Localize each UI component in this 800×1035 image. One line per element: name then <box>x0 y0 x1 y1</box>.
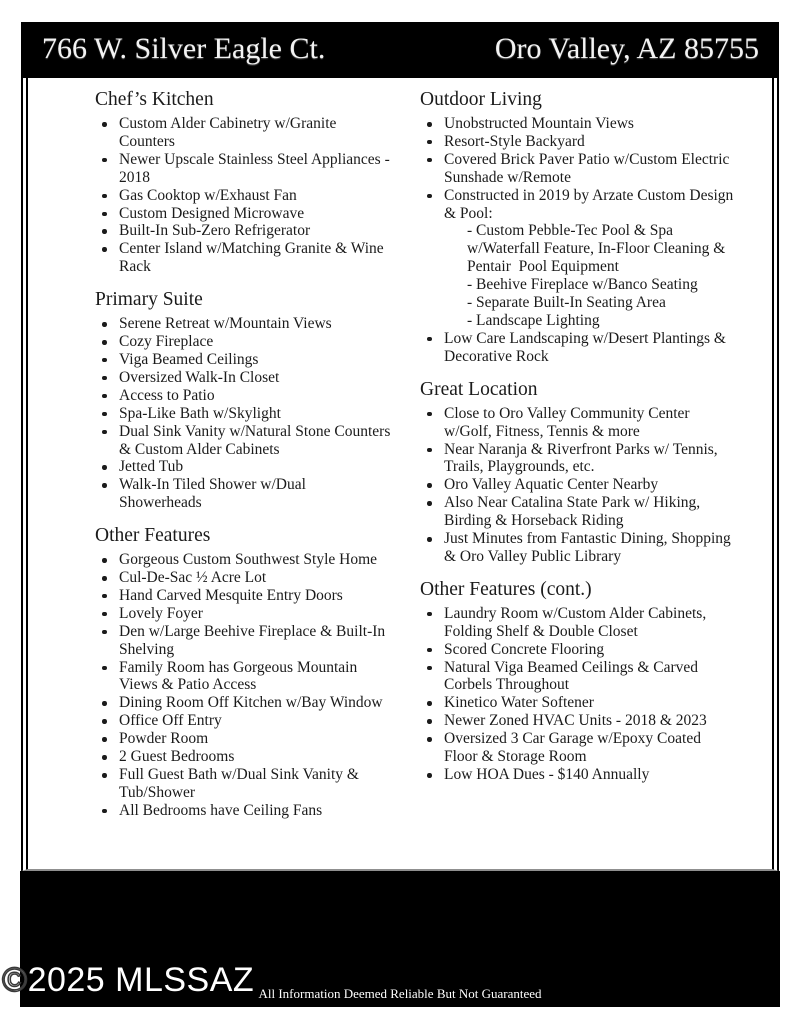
feature-item <box>95 405 391 423</box>
feature-item <box>420 441 736 477</box>
feature-item-text: Scored Concrete Flooring <box>444 640 605 658</box>
feature-item <box>95 115 391 151</box>
feature-item-text: Unobstructed Mountain Views <box>444 115 634 132</box>
sub-feature-item: - Separate Built-In Seating Area <box>467 294 666 312</box>
feature-item <box>95 205 391 223</box>
feature-item <box>95 369 391 387</box>
feature-list <box>420 605 736 784</box>
sub-feature-item: - Custom Pebble-Tec Pool & Spa w/Waterfall Feature, In-Floor Cleaning & Pentair Pool Equipment <box>467 222 730 276</box>
feature-item-text: Viga Beamed Ceilings <box>119 350 259 368</box>
feature-item <box>95 187 391 205</box>
feature-item <box>95 476 391 512</box>
feature-item <box>420 766 736 784</box>
feature-item-text: Oro Valley Aquatic Center Nearby <box>444 476 659 494</box>
feature-item <box>420 530 736 566</box>
copyright-label: 2025 MLSSAZ <box>27 961 255 999</box>
feature-item-text: Resort-Style Backyard <box>444 132 585 150</box>
feature-item-text: Lovely Foyer <box>119 604 203 622</box>
feature-item <box>95 222 391 240</box>
feature-item <box>95 694 391 712</box>
feature-item-text: Full Guest Bath w/Dual Sink Vanity & Tub/Shower <box>119 766 363 801</box>
feature-item <box>95 802 391 820</box>
feature-section <box>95 88 394 276</box>
feature-item-text: Hand Carved Mesquite Entry Doors <box>119 586 343 604</box>
feature-item-text: Walk-In Tiled Shower w/Dual Showerheads <box>119 476 310 512</box>
feature-item-text: Custom Alder Cabinetry w/Granite Counters <box>119 115 341 150</box>
feature-item <box>420 605 736 641</box>
feature-item <box>420 330 736 366</box>
feature-item <box>420 712 736 730</box>
feature-item-text: Near Naranja & Riverfront Parks w/ Tennis, Trails, Playgrounds, etc. <box>444 440 722 476</box>
sub-feature-item: - Landscape Lighting <box>467 311 600 329</box>
feature-item-text: Cozy Fireplace <box>119 333 214 351</box>
feature-item-text: Powder Room <box>119 730 209 748</box>
feature-item-text: Gas Cooktop w/Exhaust Fan <box>119 186 297 204</box>
feature-item-text: Dining Room Off Kitchen w/Bay Window <box>119 694 383 712</box>
feature-section <box>420 88 736 366</box>
feature-item-text: Also Near Catalina State Park w/ Hiking, Birding & Horseback Riding <box>444 494 705 530</box>
right-column <box>420 88 736 796</box>
feature-item-text: 2 Guest Bedrooms <box>119 748 235 766</box>
feature-item <box>420 476 736 494</box>
section-title: Great Location <box>420 378 538 400</box>
header-bar <box>21 22 779 78</box>
feature-item <box>420 641 736 659</box>
feature-item <box>95 458 391 476</box>
feature-item <box>95 748 391 766</box>
feature-item-text: Constructed in 2019 by Arzate Custom Design & Pool: <box>444 186 738 222</box>
feature-section <box>95 288 395 512</box>
feature-item-text: Custom Designed Microwave <box>119 204 305 222</box>
feature-item <box>420 659 736 695</box>
feature-item-text: Oversized Walk-In Closet <box>119 368 280 386</box>
feature-item-text: Low HOA Dues - $140 Annually <box>444 766 650 783</box>
feature-item <box>420 730 736 766</box>
header-city-state-zip: Oro Valley, AZ 85755 <box>494 32 759 65</box>
feature-item-text: Den w/Large Beehive Fireplace & Built-In Shelving <box>119 622 390 658</box>
feature-item-text: Oversized 3 Car Garage w/Epoxy Coated Floor & Storage Room <box>444 730 705 766</box>
header-address: 766 W. Silver Eagle Ct. <box>42 32 326 65</box>
feature-item-text: Natural Viga Beamed Ceilings & Carved Corbels Throughout <box>444 658 702 694</box>
sub-feature-item: - Beehive Fireplace w/Banco Seating <box>467 276 698 294</box>
left-column <box>95 88 395 832</box>
section-title: Primary Suite <box>95 289 203 311</box>
feature-item <box>95 387 391 405</box>
feature-item-text: Built-In Sub-Zero Refrigerator <box>119 222 311 240</box>
feature-list <box>420 115 736 366</box>
feature-list <box>95 315 395 512</box>
feature-item-text: Access to Patio <box>119 386 215 404</box>
feature-item <box>420 151 736 187</box>
feature-item-text: Dual Sink Vanity w/Natural Stone Counters & Custom Alder Cabinets <box>119 422 395 458</box>
feature-item <box>95 659 391 695</box>
feature-item <box>420 494 736 530</box>
section-title: Outdoor Living <box>420 89 542 110</box>
feature-item-text: Covered Brick Paver Patio w/Custom Electric Sunshade w/Remote <box>444 150 734 186</box>
section-title: Chef’s Kitchen <box>95 89 214 110</box>
sub-feature-list <box>467 222 736 329</box>
feature-item <box>95 333 391 351</box>
copyright-symbol-icon: © <box>2 961 28 999</box>
feature-item <box>95 240 391 276</box>
feature-item-text: Family Room has Gorgeous Mountain Views & Patio Access <box>119 658 361 694</box>
feature-item-text: Just Minutes from Fantastic Dining, Shopping & Oro Valley Public Library <box>444 530 735 565</box>
feature-item <box>95 605 391 623</box>
feature-item-text: Low Care Landscaping w/Desert Plantings & Decorative Rock <box>444 329 730 365</box>
feature-item-text: Cul-De-Sac ½ Acre Lot <box>119 569 267 587</box>
feature-item <box>420 115 736 133</box>
feature-item-text: Newer Upscale Stainless Steel Appliances - 2018 <box>119 150 394 186</box>
feature-section <box>95 524 391 820</box>
feature-item <box>95 422 395 459</box>
feature-item <box>95 150 394 187</box>
feature-section <box>420 578 736 784</box>
feature-item-text: Serene Retreat w/Mountain Views <box>119 315 332 333</box>
section-title: Other Features (cont.) <box>420 578 592 600</box>
feature-item-text: Jetted Tub <box>119 458 184 476</box>
feature-item <box>95 351 391 369</box>
feature-item-text: Newer Zoned HVAC Units - 2018 & 2023 <box>444 712 707 730</box>
feature-list <box>95 551 391 820</box>
feature-item <box>420 405 736 441</box>
feature-item <box>95 766 391 802</box>
feature-item-text: Laundry Room w/Custom Alder Cabinets, Folding Shelf & Double Closet <box>444 604 711 640</box>
feature-item <box>95 315 391 333</box>
feature-section <box>420 378 736 566</box>
section-title: Other Features <box>95 525 211 547</box>
feature-list <box>95 115 394 276</box>
feature-item <box>420 187 736 330</box>
feature-item <box>95 569 391 587</box>
feature-item <box>420 694 736 712</box>
feature-item <box>95 730 391 748</box>
feature-item-text: Office Off Entry <box>119 712 222 730</box>
feature-item <box>95 623 391 659</box>
feature-item-text: Close to Oro Valley Community Center w/Golf, Fitness, Tennis & more <box>444 404 694 440</box>
feature-item <box>95 551 391 569</box>
feature-list <box>420 405 736 566</box>
feature-item-text: Kinetico Water Softener <box>444 694 594 712</box>
feature-item-text: Center Island w/Matching Granite & Wine Rack <box>119 240 388 276</box>
feature-item <box>95 587 391 605</box>
feature-item-text: Gorgeous Custom Southwest Style Home <box>119 551 378 569</box>
disclaimer-text: All Information Deemed Reliable But Not Guaranteed <box>258 986 542 1001</box>
feature-item-text: All Bedrooms have Ceiling Fans <box>119 801 323 819</box>
feature-item <box>95 712 391 730</box>
feature-item <box>420 133 736 151</box>
feature-item-text: Spa-Like Bath w/Skylight <box>119 404 281 422</box>
